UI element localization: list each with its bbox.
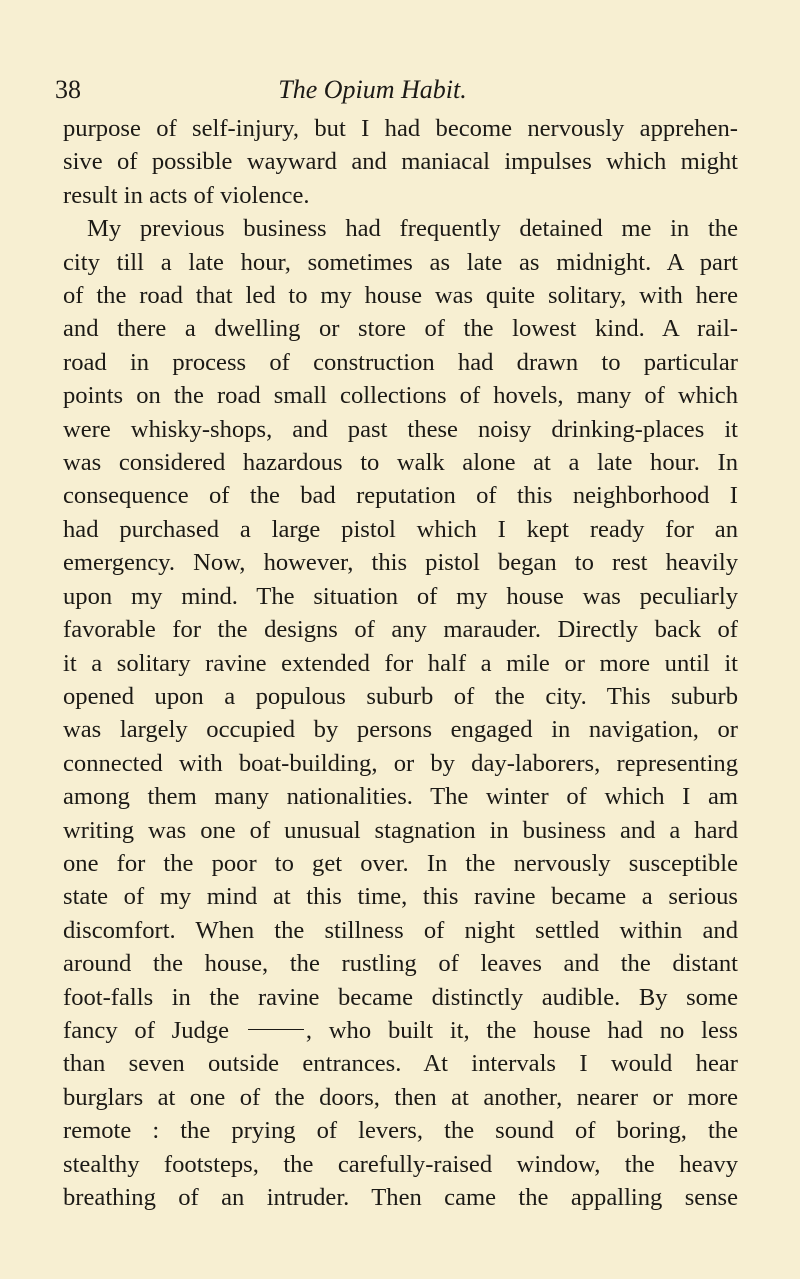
text-line: sive of possible wayward and maniacal impulses which might	[63, 148, 738, 176]
text-line: breathing of an intruder. Then came the appalling sense	[63, 1184, 738, 1211]
text-line: discomfort. When the stillness of night settled within and	[63, 916, 738, 944]
text-line: were whisky-shops, and past these noisy drinking-places it	[63, 415, 738, 443]
page-number: 38	[55, 75, 81, 104]
text-line: burglars at one of the doors, then at another, nearer or more	[63, 1083, 738, 1111]
text-line: and there a dwelling or store of the lowest kind. A rail-	[63, 315, 738, 343]
running-title: The Opium Habit.	[278, 75, 467, 104]
text-line: emergency. Now, however, this pistol began to rest heavily	[63, 549, 738, 577]
text-line: opened upon a populous suburb of the city. This suburb	[63, 682, 738, 710]
text-line: favorable for the designs of any marauder. Directly back of	[63, 616, 738, 644]
text-line: city till a late hour, sometimes as late as midnight. A part	[63, 248, 738, 276]
text-line: than seven outside entrances. At intervals I would hear	[63, 1050, 738, 1078]
text-line: upon my mind. The situation of my house was peculiarly	[63, 582, 738, 610]
running-head	[55, 70, 750, 110]
text-line: writing was one of unusual stagnation in business and a hard	[63, 816, 738, 844]
text-line: purpose of self-injury, but I had become nervously apprehen-	[63, 115, 738, 142]
body-text	[63, 112, 738, 1214]
text-line: remote : the prying of levers, the sound of boring, the	[63, 1117, 738, 1145]
text-line: was largely occupied by persons engaged in navigation, or	[63, 716, 738, 744]
judge-line-end: , who built it, the house had no less	[305, 1016, 738, 1044]
text-line: around the house, the rustling of leaves and the distant	[63, 950, 738, 978]
text-line: it a solitary ravine extended for half a mile or more until it	[63, 649, 738, 677]
text-line: among them many nationalities. The winter of which I am	[63, 783, 738, 811]
text-line: consequence of the bad reputation of this neighborhood I	[63, 482, 738, 510]
text-line-judge	[63, 1014, 738, 1047]
name-omission-dash	[248, 1029, 304, 1030]
text-line: had purchased a large pistol which I kept ready for an	[63, 515, 738, 543]
text-line: was considered hazardous to walk alone at a late hour. In	[63, 449, 738, 477]
text-line: connected with boat-building, or by day-laborers, representing	[63, 749, 738, 777]
text-line: My previous business had frequently detained me in the	[87, 215, 738, 243]
text-line: foot-falls in the ravine became distinctly audible. By some	[63, 983, 738, 1011]
text-line: one for the poor to get over. In the nervously susceptible	[63, 849, 738, 877]
text-line: of the road that led to my house was quite solitary, with here	[63, 282, 738, 310]
text-line: points on the road small collections of hovels, many of which	[63, 382, 738, 410]
text-line: road in process of construction had drawn to particular	[63, 348, 738, 376]
text-line: result in acts of violence.	[63, 181, 310, 209]
text-line: stealthy footsteps, the carefully-raised window, the heavy	[63, 1150, 738, 1178]
judge-line-start: fancy of Judge	[63, 1016, 230, 1044]
text-line: state of my mind at this time, this ravine became a serious	[63, 883, 738, 911]
